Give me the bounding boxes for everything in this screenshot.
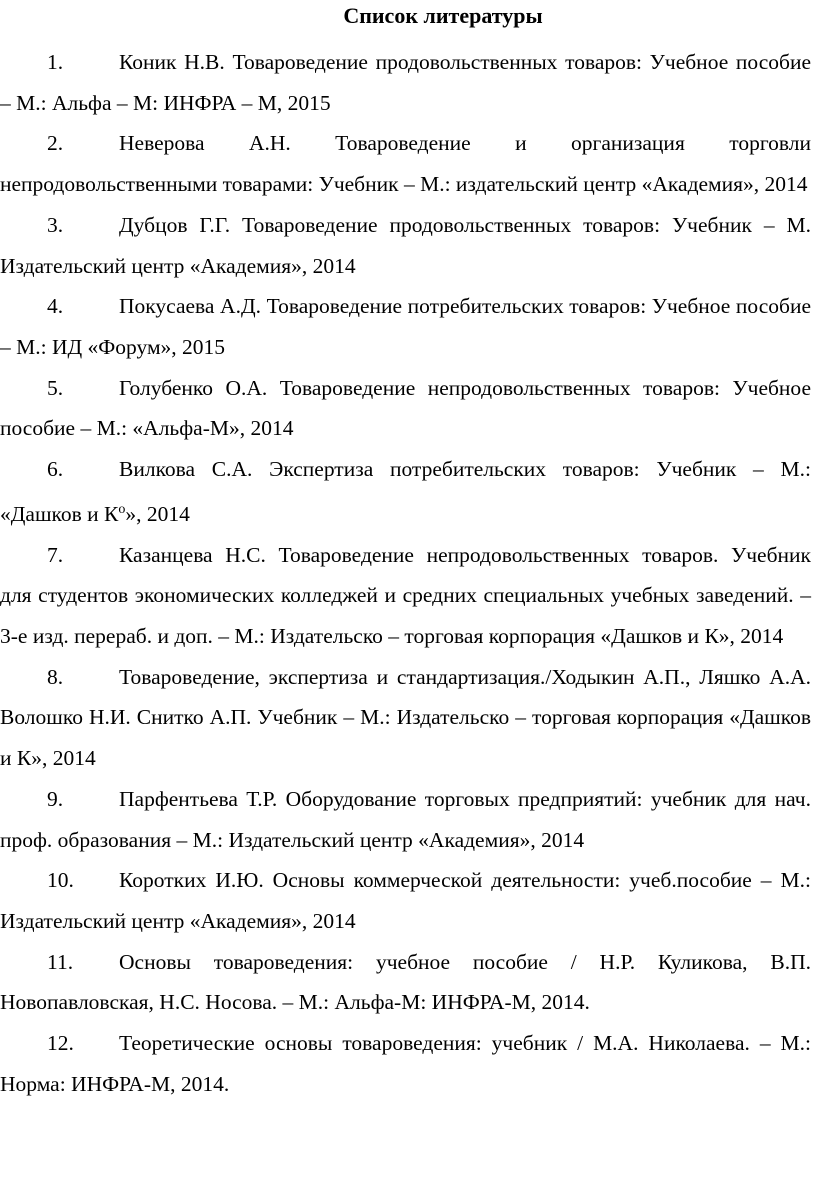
- reference-number: 12.: [47, 1031, 74, 1056]
- reference-item: [0, 657, 811, 779]
- reference-number: 8.: [47, 664, 64, 689]
- reference-item: [0, 205, 811, 286]
- reference-text: Вилкова С.А. Экспертиза потребительских товаров: Учебник – М.: «Дашков и $К^о$», 2014: [0, 457, 811, 526]
- reference-text: Теоретические основы товароведения: учебник / М.А. Николаева. – М.: Норма: ИНФРА-М, 2014.: [0, 1031, 811, 1096]
- reference-number: 5.: [47, 375, 64, 400]
- reference-number: 7.: [47, 542, 64, 567]
- reference-item: [0, 449, 811, 535]
- reference-text: Голубенко О.А. Товароведение непродовольственных товаров: Учебное пособие – М.: «Альфа-М», 2014: [0, 375, 811, 441]
- reference-item: [0, 123, 811, 204]
- reference-text: Покусаева А.Д. Товароведение потребительских товаров: Учебное пособие – М.: ИД «Форум», 2015: [0, 294, 811, 359]
- reference-item: [0, 368, 811, 449]
- reference-item: [0, 860, 811, 941]
- reference-text: Коротких И.Ю. Основы коммерческой деятельности: учеб.пособие – М.: Издательский центр «Академия», 2014: [0, 868, 811, 933]
- reference-item: [0, 286, 811, 367]
- reference-list: [0, 42, 811, 1104]
- reference-item: [0, 1023, 811, 1104]
- reference-text: Дубцов Г.Г. Товароведение продовольственных товаров: Учебник – М. Издательский центр «Академия», 2014: [0, 212, 811, 278]
- reference-item: [0, 42, 811, 123]
- reference-number: 3.: [47, 212, 64, 237]
- reference-text: Основы товароведения: учебное пособие / Н.Р. Куликова, В.П. Новопавловская, Н.С. Носова. – М.: Альфа-М: ИНФРА-М, 2014.: [0, 949, 811, 1015]
- reference-number: 1.: [47, 50, 64, 74]
- reference-item: [0, 942, 811, 1023]
- reference-number: 2.: [47, 131, 64, 156]
- reference-number: 6.: [47, 457, 64, 482]
- reference-number: 11.: [47, 949, 74, 974]
- reference-text: Товароведение, экспертиза и стандартизация./Ходыкин А.П., Ляшко А.А. Волошко Н.И. Снитко А.П. Учебник – М.: Издательско – торговая корпорация «Дашков и К», 2014: [0, 664, 811, 771]
- reference-item: [0, 535, 811, 657]
- page-title: Список литературы: [343, 3, 543, 28]
- reference-item: [0, 779, 811, 860]
- reference-number: 9.: [47, 786, 64, 811]
- reference-number: 4.: [47, 294, 64, 319]
- reference-number: 10.: [47, 868, 74, 893]
- reference-text: Парфентьева Т.Р. Оборудование торговых предприятий: учебник для нач. проф. образования – М.: Издательский центр «Академия», 2014: [0, 786, 811, 852]
- reference-text: Коник Н.В. Товароведение продовольственных товаров: Учебное пособие – М.: Альфа – М: ИНФРА – М, 2015: [0, 50, 811, 115]
- reference-text: Казанцева Н.С. Товароведение непродовольственных товаров. Учебник для студентов экономических колледжей и средних специальных учебных заведений. – 3-е изд. перераб. и доп. – М.: Издательско – торговая корпорация «Дашков и К», 2014: [0, 542, 811, 648]
- reference-text: Неверова А.Н. Товароведение и организация торговли непродовольственными товарами: Учебник – М.: издательский центр «Академия», 2014: [0, 131, 811, 197]
